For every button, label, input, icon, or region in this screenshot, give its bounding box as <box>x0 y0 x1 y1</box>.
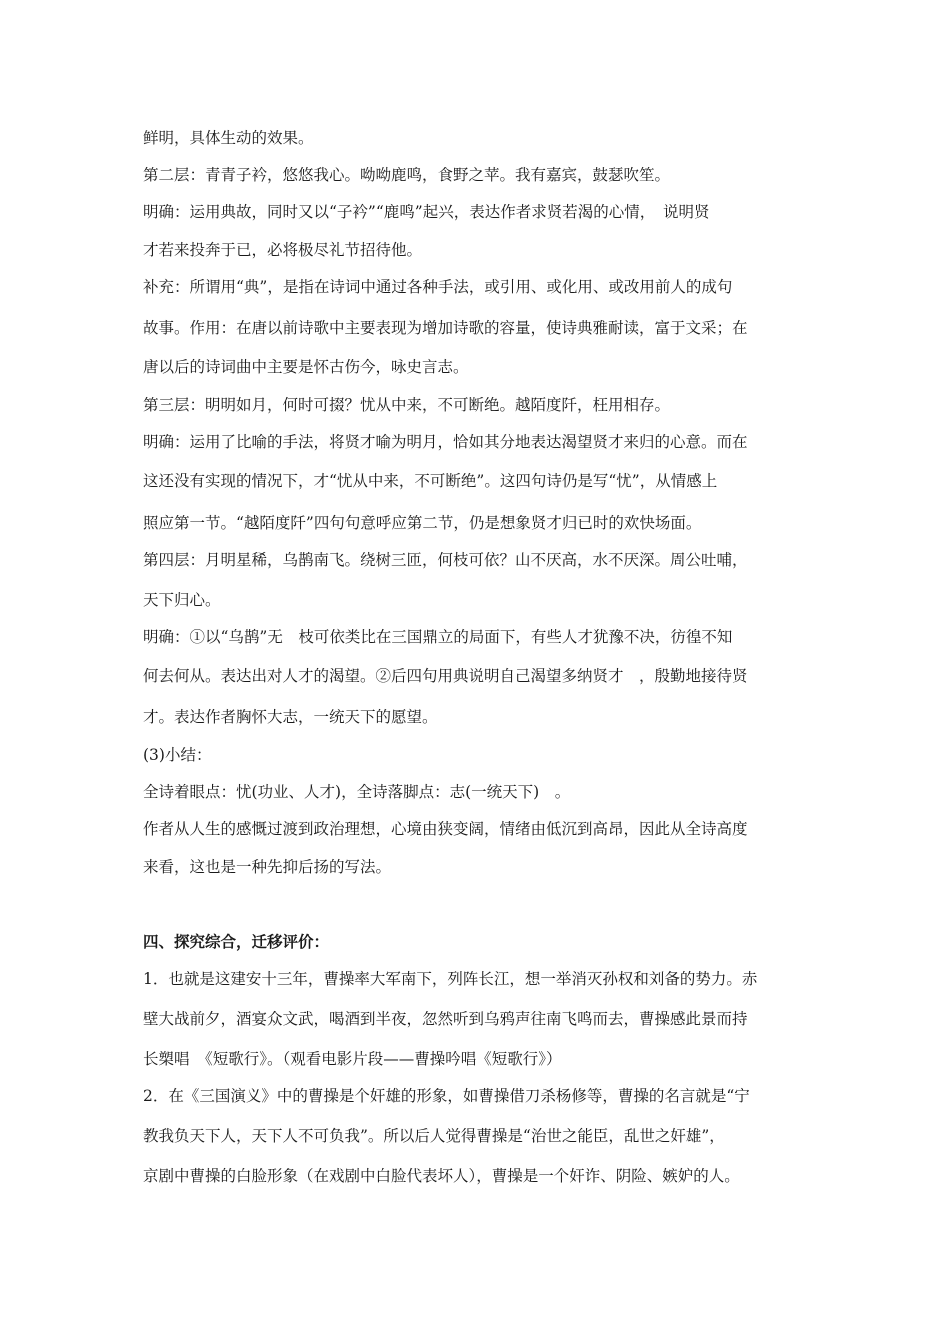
paragraph-line: 来看，这也是一种先抑后扬的写法。 <box>143 858 392 876</box>
paragraph-line: 明确：①以“乌鹊”无 枝可依类比在三国鼎立的局面下，有些人才犹豫不决，彷徨不知 <box>143 628 733 646</box>
paragraph-line: 才。表达作者胸怀大志，一统天下的愿望。 <box>143 708 438 726</box>
paragraph-line: 才若来投奔于已，必将极尽礼节招待他。 <box>143 241 423 259</box>
paragraph-line: 唐以后的诗词曲中主要是怀古伤今，咏史言志。 <box>143 358 469 376</box>
paragraph-line: 第三层：明明如月，何时可掇？忧从中来，不可断绝。越陌度阡，枉用相存。 <box>143 396 671 414</box>
paragraph-line: 照应第一节。“越陌度阡”四句句意呼应第二节，仍是想象贤才归已时的欢快场面。 <box>143 514 702 532</box>
paragraph-line: 天下归心。 <box>143 591 221 609</box>
paragraph-line: 京剧中曹操的白脸形象（在戏剧中白脸代表坏人），曹操是一个奸诈、阴险、嫉妒的人。 <box>143 1167 740 1185</box>
paragraph-line: 这还没有实现的情况下，才“忧从中来，不可断绝”。这四句诗仍是写“忧”，从情感上 <box>143 472 718 490</box>
paragraph-line: 明确：运用了比喻的手法，将贤才喻为明月，恰如其分地表达渴望贤才来归的心意。而在 <box>143 433 748 451</box>
paragraph-line: 第二层：青青子衿，悠悠我心。呦呦鹿鸣，食野之苹。我有嘉宾，鼓瑟吹笙。 <box>143 166 671 184</box>
paragraph-line: 教我负天下人，天下人不可负我”。所以后人觉得曹操是“治世之能臣，乱世之奸雄”， <box>143 1127 725 1145</box>
paragraph-line: 故事。作用：在唐以前诗歌中主要表现为增加诗歌的容量，使诗典雅耐读，富于文采；在 <box>143 319 748 337</box>
paragraph-line: 鲜明，具体生动的效果。 <box>143 129 314 147</box>
paragraph-line: 2．在《三国演义》中的曹操是个奸雄的形象，如曹操借刀杀杨修等，曹操的名言就是“宁 <box>143 1087 750 1105</box>
paragraph-line: 明确：运用典故，同时又以“子衿”“鹿鸣”起兴，表达作者求贤若渴的心情， 说明贤 <box>143 203 710 221</box>
paragraph-line: 作者从人生的感慨过渡到政治理想，心境由狭变阔，情绪由低沉到高昂，因此从全诗高度 <box>143 820 748 838</box>
paragraph-line: 1．也就是这建安十三年，曹操率大军南下，列阵长江，想一举消灭孙权和刘备的势力。赤 <box>143 970 758 988</box>
paragraph-line: 补充：所谓用“典”，是指在诗词中通过各种手法，或引用、或化用、或改用前人的成句 <box>143 278 733 296</box>
paragraph-line: 第四层：月明星稀，乌鹊南飞。绕树三匝，何枝可依？山不厌高，水不厌深。周公吐哺， <box>143 551 748 569</box>
paragraph-line: 全诗着眼点：忧(功业、人才)，全诗落脚点：志(一统天下) 。 <box>143 783 571 801</box>
section-heading: 四、探究综合，迁移评价： <box>143 932 330 951</box>
paragraph-line: 长槊唱 《短歌行》。（观看电影片段——曹操吟唱《短歌行》） <box>143 1050 562 1068</box>
paragraph-line: 何去何从。表达出对人才的渴望。②后四句用典说明自己渴望多纳贤才 ，殷勤地接待贤 <box>143 667 748 685</box>
paragraph-line: (3)小结： <box>143 746 212 764</box>
paragraph-line: 壁大战前夕，酒宴众文武，喝酒到半夜，忽然听到乌鸦声往南飞鸣而去，曹操感此景而持 <box>143 1010 748 1028</box>
